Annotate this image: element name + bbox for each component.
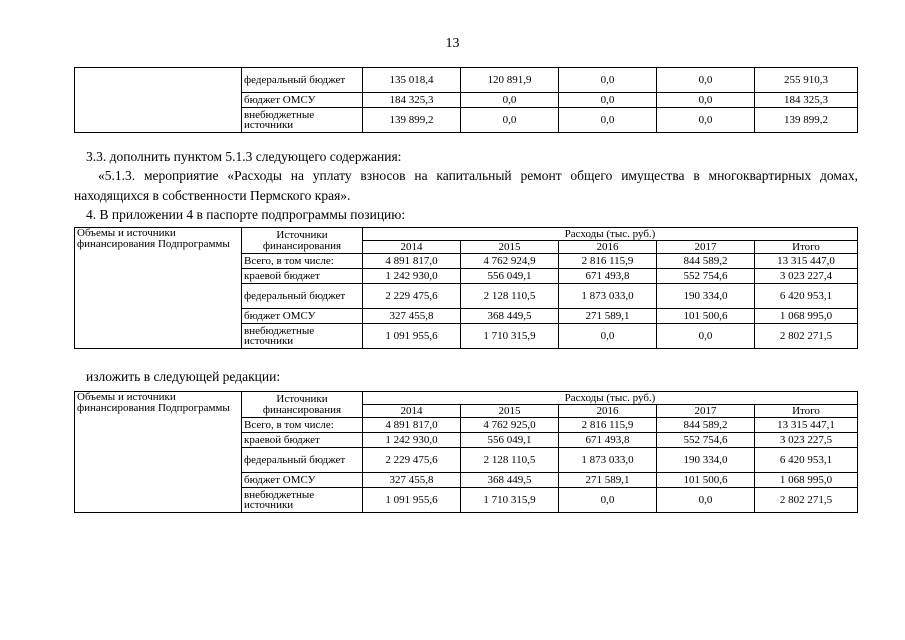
value-cell: 2 816 115,9 (559, 254, 657, 269)
value-cell: 0,0 (559, 324, 657, 349)
value-cell: 101 500,6 (657, 473, 755, 488)
value-cell: 0,0 (461, 93, 559, 108)
source-cell: краевой бюджет (242, 269, 363, 284)
value-cell: 2 128 110,5 (461, 448, 559, 473)
value-cell: 1 091 955,6 (363, 324, 461, 349)
value-cell: 1 091 955,6 (363, 488, 461, 513)
source-cell: Всего, в том числе: (242, 254, 363, 269)
value-cell: 1 068 995,0 (755, 473, 858, 488)
value-cell: 327 455,8 (363, 309, 461, 324)
paragraph-new-edition: изложить в следующей редакции: (86, 369, 281, 384)
value-cell: 135 018,4 (363, 68, 461, 93)
value-cell: 0,0 (657, 93, 755, 108)
value-cell: 1 710 315,9 (461, 488, 559, 513)
value-cell: 0,0 (461, 108, 559, 133)
year-header: 2015 (461, 241, 559, 254)
value-cell: 2 128 110,5 (461, 284, 559, 309)
value-cell: 184 325,3 (363, 93, 461, 108)
value-cell: 101 500,6 (657, 309, 755, 324)
year-header: 2017 (657, 241, 755, 254)
year-header: 2016 (559, 241, 657, 254)
value-cell: 844 589,2 (657, 418, 755, 433)
value-cell: 556 049,1 (461, 433, 559, 448)
source-cell: федеральный бюджет (242, 284, 363, 309)
value-cell: 0,0 (657, 68, 755, 93)
object-label-cell: Объемы и источники финансирования Подпрограммы (75, 228, 242, 349)
value-cell: 2 229 475,6 (363, 284, 461, 309)
source-cell: краевой бюджет (242, 433, 363, 448)
source-cell: федеральный бюджет (242, 68, 363, 93)
value-cell: 1 242 930,0 (363, 433, 461, 448)
value-cell: 671 493,8 (559, 433, 657, 448)
value-cell: 190 334,0 (657, 448, 755, 473)
value-cell: 844 589,2 (657, 254, 755, 269)
value-cell: 139 899,2 (363, 108, 461, 133)
value-cell: 4 762 925,0 (461, 418, 559, 433)
source-cell: бюджет ОМСУ (242, 309, 363, 324)
source-cell: внебюджетные источники (242, 108, 363, 133)
continuation-table (74, 67, 858, 133)
value-cell: 2 802 271,5 (755, 324, 858, 349)
value-cell: 2 229 475,6 (363, 448, 461, 473)
year-header: 2014 (363, 405, 461, 418)
table-row (75, 68, 858, 93)
value-cell: 552 754,6 (657, 433, 755, 448)
value-cell: 4 762 924,9 (461, 254, 559, 269)
value-cell: 3 023 227,4 (755, 269, 858, 284)
value-cell: 3 023 227,5 (755, 433, 858, 448)
value-cell: 139 899,2 (755, 108, 858, 133)
value-cell: 2 816 115,9 (559, 418, 657, 433)
value-cell: 2 802 271,5 (755, 488, 858, 513)
value-cell: 0,0 (657, 488, 755, 513)
year-header: 2015 (461, 405, 559, 418)
value-cell: 271 589,1 (559, 309, 657, 324)
source-cell: бюджет ОМСУ (242, 473, 363, 488)
value-cell: 0,0 (657, 108, 755, 133)
source-cell: бюджет ОМСУ (242, 93, 363, 108)
new-position-table (74, 391, 858, 513)
total-header: Итого (755, 241, 858, 254)
value-cell: 0,0 (657, 324, 755, 349)
value-cell: 1 873 033,0 (559, 284, 657, 309)
value-cell: 4 891 817,0 (363, 418, 461, 433)
value-cell: 1 710 315,9 (461, 324, 559, 349)
value-cell: 552 754,6 (657, 269, 755, 284)
value-cell: 13 315 447,1 (755, 418, 858, 433)
value-cell: 271 589,1 (559, 473, 657, 488)
value-cell: 184 325,3 (755, 93, 858, 108)
year-header: 2017 (657, 405, 755, 418)
value-cell: 6 420 953,1 (755, 448, 858, 473)
empty-object-cell (75, 68, 242, 133)
table-header-row (75, 392, 858, 405)
sources-header: Источники финансирования (242, 392, 363, 418)
paragraph-5-1-3: «5.1.3. мероприятие «Расходы на уплату взносов на капитальный ремонт общего имущества в многоквартирных домах, находящихся в собственности Пермского края». (74, 168, 858, 203)
expenses-header: Расходы (тыс. руб.) (363, 392, 858, 405)
value-cell: 6 420 953,1 (755, 284, 858, 309)
source-cell: внебюджетные источники (242, 324, 363, 349)
value-cell: 327 455,8 (363, 473, 461, 488)
value-cell: 4 891 817,0 (363, 254, 461, 269)
value-cell: 671 493,8 (559, 269, 657, 284)
value-cell: 190 334,0 (657, 284, 755, 309)
paragraph-4: 4. В приложении 4 в паспорте подпрограммы позицию: (86, 207, 406, 222)
value-cell: 556 049,1 (461, 269, 559, 284)
value-cell: 255 910,3 (755, 68, 858, 93)
value-cell: 0,0 (559, 108, 657, 133)
value-cell: 0,0 (559, 93, 657, 108)
value-cell: 0,0 (559, 488, 657, 513)
source-cell: внебюджетные источники (242, 488, 363, 513)
paragraph-3-3: 3.3. дополнить пунктом 5.1.3 следующего содержания: (86, 149, 402, 164)
value-cell: 368 449,5 (461, 473, 559, 488)
value-cell: 120 891,9 (461, 68, 559, 93)
value-cell: 1 873 033,0 (559, 448, 657, 473)
table-header-row (75, 228, 858, 241)
source-cell: Всего, в том числе: (242, 418, 363, 433)
total-header: Итого (755, 405, 858, 418)
year-header: 2014 (363, 241, 461, 254)
sources-header: Источники финансирования (242, 228, 363, 254)
value-cell: 1 068 995,0 (755, 309, 858, 324)
year-header: 2016 (559, 405, 657, 418)
value-cell: 13 315 447,0 (755, 254, 858, 269)
value-cell: 368 449,5 (461, 309, 559, 324)
object-label-cell: Объемы и источники финансирования Подпрограммы (75, 392, 242, 513)
page-number: 13 (445, 36, 460, 51)
source-cell: федеральный бюджет (242, 448, 363, 473)
old-position-table (74, 227, 858, 349)
value-cell: 1 242 930,0 (363, 269, 461, 284)
expenses-header: Расходы (тыс. руб.) (363, 228, 858, 241)
value-cell: 0,0 (559, 68, 657, 93)
